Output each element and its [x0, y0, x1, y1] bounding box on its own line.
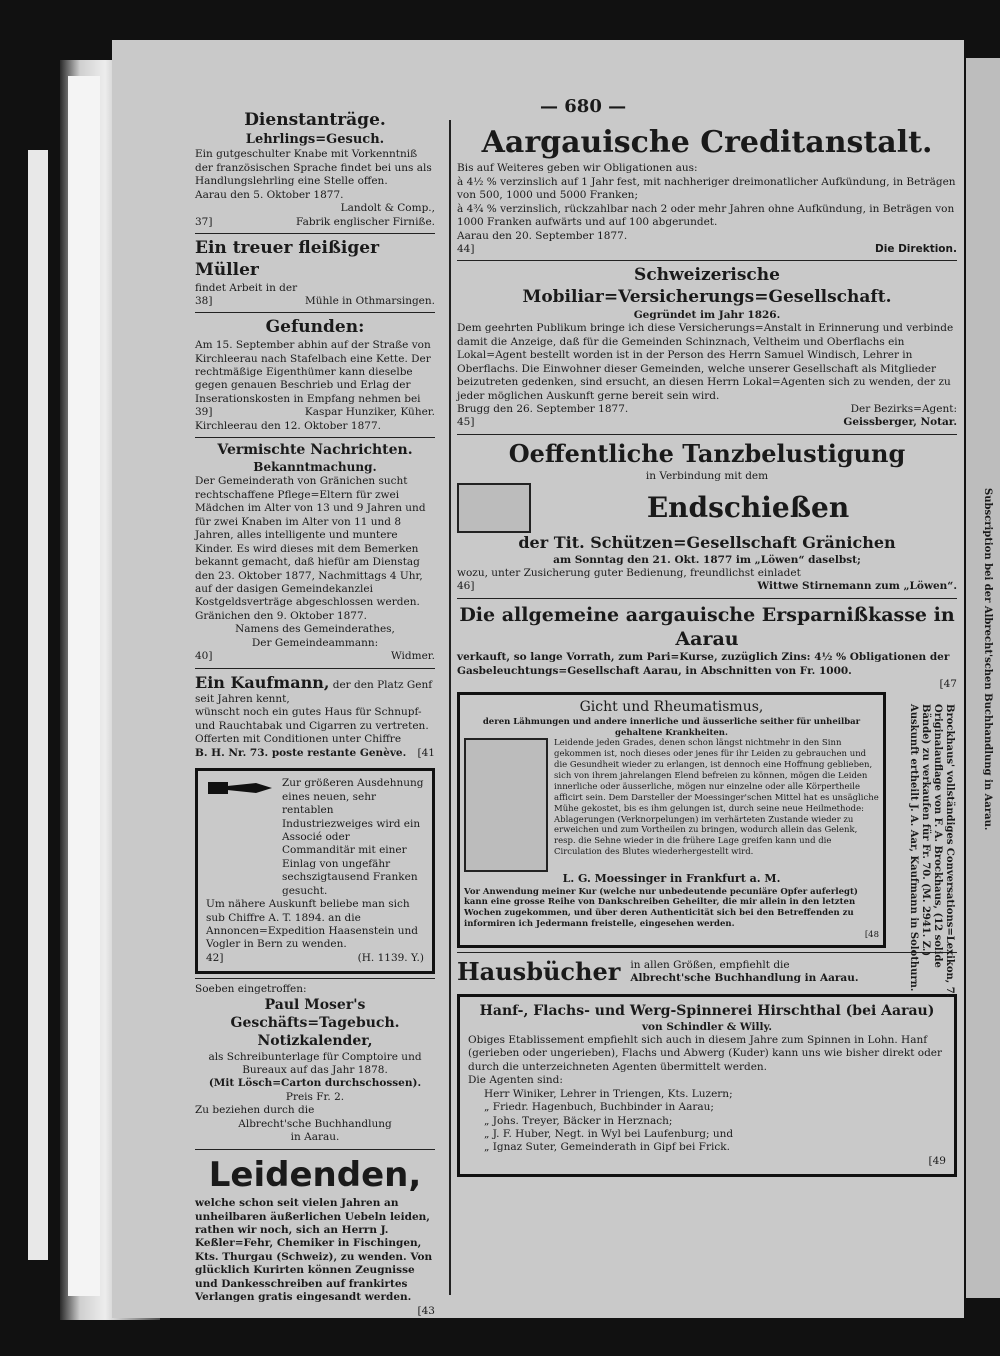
ad-number: 44]: [457, 243, 475, 256]
agent-item: „ J. F. Huber, Negt. in Wyl bei Laufenburg; und: [484, 1128, 734, 1140]
ad-subtitle: deren Lähmungen und andere innerliche und äusserliche seither für unheilbar gehaltene Krankheiten.: [482, 716, 861, 738]
ad-title: Die allgemeine aargauische Ersparnißkasse in Aarau: [459, 603, 955, 651]
ad-body: wünscht noch ein gutes Haus für Schnupf- und Rauchtabak und Cigarren zu vertreten. Offerten mit Conditionen unter Chiffre: [195, 706, 429, 746]
ad-number: 38]: [195, 294, 213, 307]
ad-body: wozu, unter Zusicherung guter Bedienung, freundlichst einladet: [457, 566, 801, 579]
ad-signer: Die Direktion.: [875, 243, 957, 256]
ad-signer: L. G. Moessinger in Frankfurt a. M.: [562, 872, 781, 886]
ad-lead: Zur größeren Ausdehnung eines neuen, sehr rentablen Industriezweiges wird ein Associé oder Commanditär mit einer Einlag von ungefähr sechszigtausend Franken gesucht.: [282, 777, 424, 897]
ad-mobiliar: [457, 265, 957, 429]
pointing-hand-icon: [206, 777, 276, 799]
ad-number: [47: [939, 678, 957, 691]
ad-number: 46]: [457, 580, 475, 593]
ad-title: Ein Kaufmann,: [195, 672, 330, 692]
ad-tanz: [457, 439, 957, 594]
ad-reference: (H. 1139. Y.): [357, 951, 424, 964]
next-page-fragment: [966, 58, 1000, 1298]
ad-lead: in Verbindung mit dem: [645, 469, 769, 482]
ad-dienstantraege: [195, 110, 435, 229]
ad-society: der Tit. Schützen=Gesellschaft Gränichen: [518, 533, 896, 553]
ad-hausbuecher: [457, 957, 957, 988]
shooting-scene-illustration: [457, 483, 531, 533]
ad-body: verkauft, so lange Vorrath, zum Pari=Kurse, zuzüglich Zins: 4½ % Obligationen der Gasbeleuchtungs=Gesellschaft Aarau, in Abschnitten von Fr. 1000.: [457, 651, 950, 677]
ad-signer: Geissberger, Notar.: [843, 416, 957, 429]
right-column: [457, 124, 957, 1177]
ad-subtitle: Notizkalender,: [257, 1032, 373, 1049]
ad-body: Um nähere Auskunft beliebe man sich sub Chiffre A. T. 1894. an die Annoncen=Expedition Haasenstein und Vogler in Bern zu wenden.: [206, 898, 419, 951]
ad-body: als Schreibunterlage für Comptoire und Bureaux auf das Jahr 1878.: [208, 1050, 422, 1076]
agent-item: „ Ignaz Suter, Gemeinderath in Gipf bei Frick.: [484, 1141, 730, 1154]
ad-title: Schweizerische Mobiliar=Versicherungs=Gesellschaft.: [522, 265, 892, 308]
ad-date: Aarau den 5. Oktober 1877.: [195, 188, 344, 201]
ad-title: Gicht und Rheumatismus,: [579, 698, 764, 715]
ad-spinnerei-box: [457, 994, 957, 1178]
ad-number: [48: [864, 930, 879, 940]
ad-date: Aarau den 20. September 1877.: [457, 229, 628, 242]
ad-number: 42]: [206, 951, 224, 964]
ad-rate: à 4½ % verzinslich auf 1 Jahr fest, mit nachheriger dreimonatlicher Aufkündung, in Beträgen von 500, 1000 und 5000 Franken;: [457, 175, 956, 202]
ad-role: Der Bezirks=Agent:: [850, 403, 957, 416]
ad-title: Paul Moser's Geschäfts=Tagebuch.: [230, 996, 400, 1031]
ad-moser: [195, 983, 435, 1144]
ad-city: in Aarau.: [290, 1131, 340, 1144]
ad-leidenden: [195, 1154, 435, 1318]
agent-item: „ Friedr. Hagenbuch, Buchbinder in Aarau;: [484, 1101, 714, 1114]
ad-date: Kirchleerau den 12. Oktober 1877.: [195, 419, 381, 432]
agent-item: Herr Winiker, Lehrer in Triengen, Kts. Luzern;: [484, 1087, 733, 1100]
ad-vermischte: [195, 442, 435, 663]
page-number: — 680 —: [540, 96, 627, 117]
ad-note: Vor Anwendung meiner Kur (welche nur unbedeutende pecuniäre Opfer auferlegt) kann eine grosse Reihe von Dankschreiben Geheilter, die mir allein in den letzten Wochen zugekommen, und über deren Authenticität sich bei den Betreffenden zu informiren ich Jedermann freistelle, eingesehen werden.: [464, 886, 858, 930]
ad-rate: à 4¾ % verzinslich, rückzahlbar nach 2 oder mehr Jahren ohne Aufkündung, in Beträgen von 1000 Franken aufwärts und auf 100 abgerundet.: [457, 202, 955, 229]
ad-lead: der den Platz Genf seit Jahren kennt,: [195, 678, 433, 706]
ad-date: Gränichen den 9. Oktober 1877.: [195, 609, 367, 622]
ad-number: [43: [417, 1304, 435, 1317]
ad-number: [49: [928, 1154, 946, 1167]
ad-body: Dem geehrten Publikum bringe ich diese Versicherungs=Anstalt in Erinnerung und verbinde damit die Anzeige, daß für die Gemeinden Schinznach, Veltheim und Oberflachs ein Lokal=Agent bestellt worden ist in der Person des Herrn Samuel Windisch, Lehrer in Oberflachs. Die Einwohner dieser Gemeinden, welche unserer Gesellschaft als Mitglieder beizutreten gedenken, sind ersucht, an diesen Herrn Lokal=Agenten sich zu wenden, der zu jeder möglichen Auskunft gerne bereit sein wird.: [457, 322, 954, 402]
ad-lead: Bis auf Weiteres geben wir Obligationen aus:: [457, 162, 698, 175]
ad-body: Obiges Etablissement empfiehlt sich auch in diesem Jahre zum Spinnen in Lohn. Hanf (gerieben oder ungerieben), Flachs und Abwerg (Kuder) kann uns wie bisher direkt oder durch die unterzeichneten Agenten übermittelt werden.: [468, 1033, 943, 1073]
ad-line: Der Gemeindeammann:: [251, 636, 379, 649]
page-stack-edge: [68, 76, 100, 1296]
ad-body: findet Arbeit in der: [195, 281, 298, 294]
ad-subtitle: Bekanntmachung.: [253, 460, 377, 475]
ad-line: Namens des Gemeinderathes,: [235, 623, 395, 636]
ad-number: 37]: [195, 215, 213, 228]
ad-title: Oeffentliche Tanzbelustigung: [508, 438, 906, 468]
ad-title: Gefunden:: [265, 317, 365, 338]
ad-title: Hanf-, Flachs- und Werg-Spinnerei Hirschthal (bei Aarau): [479, 1002, 935, 1019]
ad-body: welche schon seit vielen Jahren an unheilbaren äußerlichen Uebeln leiden, rathen wir noch, sich an Herrn J. Keßler=Fehr, Chemiker in Fischingen, Kts. Thurgau (Schweiz), zu wenden. Von glücklich Kurirten können Zeugnisse und Dankesschreiben auf frankirtes Verlangen gratis eingesandt werden.: [195, 1197, 433, 1304]
ad-body: Am 15. September abhin auf der Straße von Kirchleerau nach Stafelbach eine Kette. Der rechtmäßige Eigenthümer kann dieselbe gegen genauen Beschrieb und Erlag der Inserationskosten in Empfang nehmen bei: [195, 339, 431, 405]
ad-ersparniskasse: [457, 603, 957, 692]
ad-chiffre: B. H. Nr. 73. poste restante Genève.: [195, 746, 407, 759]
ad-mueller: [195, 238, 435, 308]
ad-signer: Landolt & Comp.,: [340, 202, 435, 215]
section-title: Vermischte Nachrichten.: [217, 442, 413, 459]
ad-kaufmann: [195, 673, 435, 761]
book-edge-outer: [28, 150, 48, 1260]
ad-lexikon-text: Brockhaus' vollständiges Conversations=Lexikon, 7. Originalauflage von F. A. Brockhaus, (12 solide Bände) zu verkaufen für Fr. 70. (M. 2941. Z.) Auskunft ertheilt J. A. Aar, Kaufmann in Solothurn.: [908, 704, 955, 998]
ad-title: Leidenden,: [208, 1154, 422, 1195]
ad-by: von Schindler & Willy.: [641, 1020, 773, 1033]
ad-subtitle: Lehrlings=Gesuch.: [245, 131, 385, 147]
ad-body: Der Gemeinderath von Gränichen sucht rechtschaffene Pflege=Eltern für zwei Mädchen im Alter von 13 und 9 Jahren und für zwei Knaben im Alter von 11 und 8 Jahren, alles intelligente und muntere Kinder. Es wird dieses mit dem Bemerken bekannt gemacht, daß hiefür am Dienstag den 23. Oktober 1877, Nachmittags 4 Uhr, auf der dasigen Gemeindekanzlei Kostgeldsverträge abgeschlossen werden.: [195, 475, 426, 609]
column-divider: [449, 120, 451, 1295]
ad-title: Hausbücher: [457, 956, 621, 986]
ad-body: Leidende jeden Grades, denen schon längst nichtmehr in den Sinn gekommen ist, noch dieses oder jenes für ihr Leiden zu gebrauchen und die Gesundheit wieder zu erlangen, ist dennoch eine Hoffnung geblieben, sich von ihrem jahrelangen Elend befreien zu können, mögen die Leiden innerliche oder äusserliche, mögen nur einzelne oder alle Körpertheile afficirt sein. Dem Darsteller der Moessinger'schen Mittel hat es unsägliche Mühe gekostet, bis es ihm gelungen ist, durch seine neue Heilmethode: Ablagerungen (Verknorpelungen) im verhärteten Zustande wieder zu erweichen und zum Vortheilen zu bringen, wodurch allein das Gelenk, resp. die Sehne wieder in die frühere Lage greifen kann und die Circulation des Blutes wiederhergestellt wird.: [554, 738, 879, 858]
ad-agents-lead: Die Agenten sind:: [468, 1074, 563, 1087]
ad-body: Ein gutgeschulter Knabe mit Vorkenntniß der französischen Sprache findet bei uns als Handlungslehrling eine Stelle offen.: [195, 148, 432, 188]
ad-number: 45]: [457, 416, 475, 429]
ad-gefunden: [195, 317, 435, 433]
section-title: Dienstanträge.: [244, 110, 386, 130]
ad-shop: Albrecht'sche Buchhandlung: [238, 1117, 392, 1130]
ad-subtitle: Gegründet im Jahr 1826.: [633, 308, 781, 321]
ad-date: Brugg den 26. September 1877.: [457, 403, 629, 416]
ad-body: in allen Größen, empfiehlt die: [630, 958, 790, 971]
ad-signer: Wittwe Stirnemann zum „Löwen“.: [757, 580, 957, 593]
ad-big-title: Endschießen: [646, 491, 850, 525]
ad-associe-box: [195, 768, 435, 974]
ad-creditanstalt: [457, 124, 957, 256]
ad-shop: Albrecht'sche Buchhandlung in Aarau.: [630, 972, 859, 985]
ad-signer: Widmer.: [390, 650, 435, 663]
agent-item: „ Johs. Treyer, Bäcker in Herznach;: [484, 1114, 673, 1127]
ad-title: Aargauische Creditanstalt.: [481, 125, 933, 160]
ad-lead: Soeben eingetroffen:: [195, 983, 307, 996]
ad-number: [41: [417, 746, 435, 759]
ad-gicht-box: [457, 692, 886, 948]
ad-source: Zu beziehen durch die: [195, 1104, 315, 1117]
ad-title: Ein treuer fleißiger Müller: [195, 238, 380, 280]
left-column: [195, 110, 435, 1318]
ad-note: (Mit Lösch=Carton durchschossen).: [208, 1077, 422, 1090]
ad-place: Mühle in Othmarsingen.: [304, 294, 435, 307]
patient-illustration: [464, 738, 548, 872]
ad-price: Preis Fr. 2.: [285, 1090, 345, 1103]
ad-signer: Fabrik englischer Firniße.: [296, 215, 435, 228]
ad-signer: Kaspar Hunziker, Küher.: [304, 406, 435, 419]
ad-lexikon-vertical: [908, 704, 955, 1004]
next-page-side-text: Subscription bei der Albrecht'schen Buchhandlung in Aarau.: [982, 488, 993, 831]
ad-date: am Sonntag den 21. Okt. 1877 im „Löwen“ daselbst;: [553, 553, 861, 566]
ad-number: 40]: [195, 650, 213, 663]
ad-number: 39]: [195, 406, 213, 419]
